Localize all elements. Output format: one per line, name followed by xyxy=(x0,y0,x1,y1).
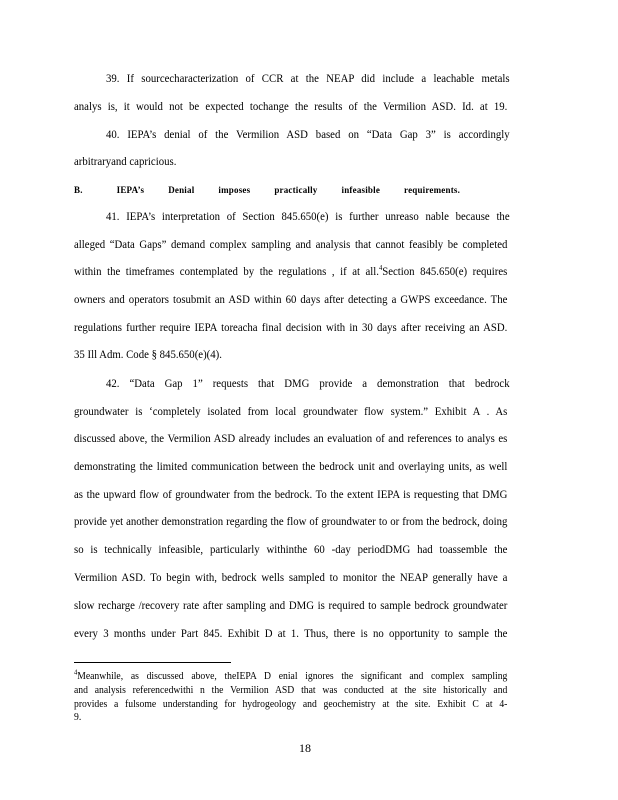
body-line-text: within the timeframes contemplated by the regulations , if at all. xyxy=(74,265,379,278)
footnote-line: 9. xyxy=(74,712,82,723)
body-line-with-footnote xyxy=(74,265,507,279)
heading-word: practically xyxy=(274,185,318,195)
footnote-mark: 4 xyxy=(74,668,78,677)
footnote-line: and analysis referencedwithi n the Vermilion ASD that was conducted at the site historically and xyxy=(74,685,508,696)
footnote-reference: 4 xyxy=(378,264,383,273)
body-line: demonstrating the limited communication between the bedrock unit and overlaying units, as well xyxy=(74,460,508,473)
footnote-divider xyxy=(74,662,231,663)
body-line: groundwater is ‘completely isolated from local groundwater flow system.” Exhibit A . As xyxy=(74,405,508,418)
body-line: alleged “Data Gaps” demand complex sampling and analysis that cannot feasibly be completed xyxy=(74,238,508,251)
body-line: provide yet another demonstration regarding the flow of groundwater to or from the bedrock, doing xyxy=(74,515,508,528)
page-number: 18 xyxy=(299,741,311,755)
heading-word: requirements. xyxy=(404,185,461,195)
heading-letter: B. xyxy=(74,185,83,195)
footnote-text: Meanwhile, as discussed above, theIEPA D enial ignores the significant and complex sampling xyxy=(77,671,508,682)
body-line: 40. IEPA’s denial of the Vermilion ASD based on “Data Gap 3” is accordingly xyxy=(106,128,510,141)
body-line: 39. If sourcecharacterization of CCR at the NEAP did include a leachable metals xyxy=(106,72,510,85)
footnote-line xyxy=(74,668,508,683)
heading-word: IEPA’s xyxy=(116,185,145,195)
body-line: discussed above, the Vermilion ASD already includes an evaluation of and references to analys es xyxy=(74,432,508,445)
body-line: arbitraryand capricious. xyxy=(74,155,177,168)
body-line: 35 Ill Adm. Code § 845.650(e)(4). xyxy=(74,348,222,361)
body-line: Vermilion ASD. To begin with, bedrock wells sampled to monitor the NEAP generally have a xyxy=(74,571,508,584)
footnote-line: provides a fulsome understanding for hydrogeology and geochemistry at the site. Exhibit C at 4- xyxy=(74,699,508,710)
heading-word: imposes xyxy=(218,185,251,195)
body-line: 41. IEPA’s interpretation of Section 845.650(e) is further unreaso nable because the xyxy=(106,210,510,223)
body-line: every 3 months under Part 845. Exhibit D at 1. Thus, there is no opportunity to sample the xyxy=(74,627,508,640)
body-line: so is technically infeasible, particularly withinthe 60 -day periodDMG had toassemble the xyxy=(74,543,508,556)
body-line: analys is, it would not be expected tochange the results of the Vermilion ASD. Id. at 19. xyxy=(74,100,508,113)
section-heading xyxy=(74,185,484,195)
heading-word: infeasible xyxy=(341,185,381,195)
body-line: owners and operators tosubmit an ASD within 60 days after detecting a GWPS exceedance. The xyxy=(74,293,508,306)
body-line: regulations further require IEPA toreacha final decision with in 30 days after receiving an ASD. xyxy=(74,321,508,334)
body-line: as the upward flow of groundwater from the bedrock. To the extent IEPA is requesting that DMG xyxy=(74,488,508,501)
heading-word: Denial xyxy=(168,185,195,195)
body-line-text: Section 845.650(e) requires xyxy=(382,265,508,278)
body-line: 42. “Data Gap 1” requests that DMG provide a demonstration that bedrock xyxy=(106,377,510,390)
body-line: slow recharge /recovery rate after sampling and DMG is required to sample bedrock groundwater xyxy=(74,599,508,612)
